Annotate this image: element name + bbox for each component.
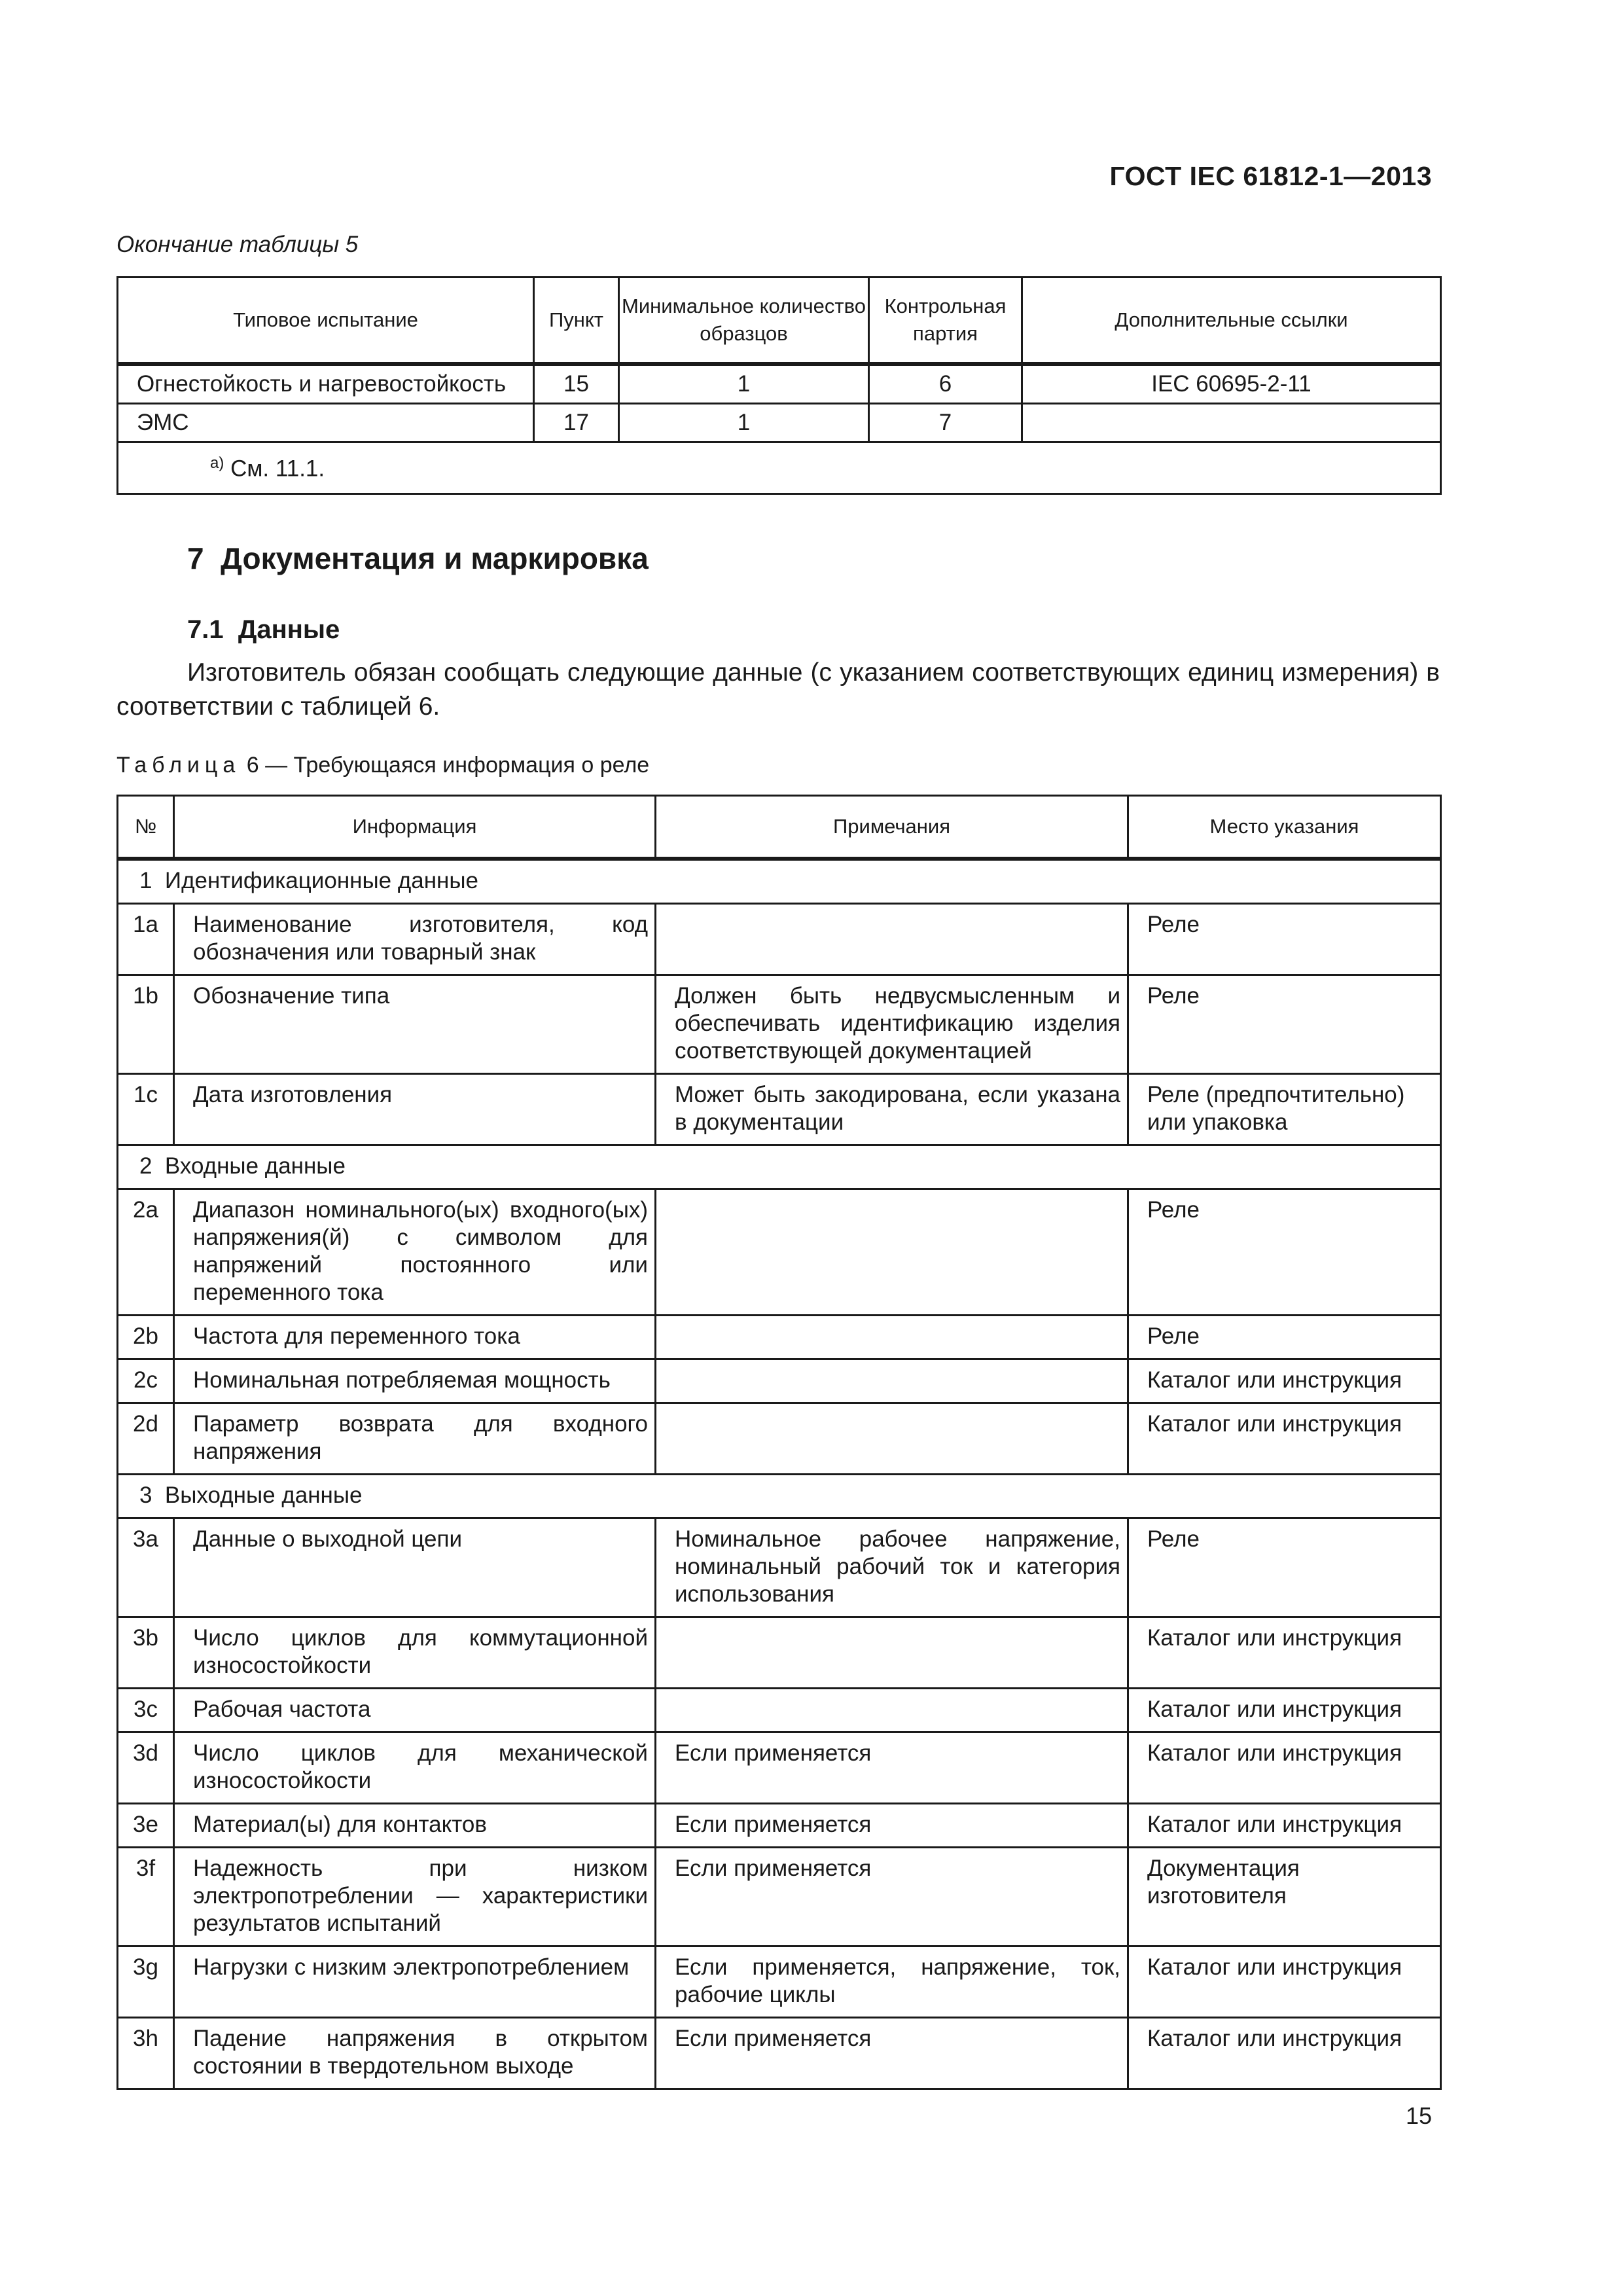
table-row	[118, 2018, 1441, 2089]
table5-header-row	[118, 278, 1441, 365]
table-row	[118, 975, 1441, 1074]
row-location: Каталог или инструкция	[1128, 1804, 1441, 1848]
row-number: 1b	[118, 975, 174, 1074]
table-cell: 17	[534, 404, 619, 442]
row-location: Реле	[1128, 1316, 1441, 1359]
table-row	[118, 904, 1441, 975]
row-information: Номинальная потребляемая мощность	[174, 1359, 656, 1403]
row-information: Нагрузки с низким электропотреблением	[174, 1946, 656, 2018]
table5-col-control-batch: Контрольная партия	[869, 278, 1022, 365]
table5-col-test: Типовое испытание	[118, 278, 534, 365]
row-number: 3a	[118, 1518, 174, 1617]
row-notes	[656, 1316, 1128, 1359]
row-information: Дата изготовления	[174, 1074, 656, 1145]
row-location: Каталог или инструкция	[1128, 1946, 1441, 2018]
table5-col-references: Дополнительные ссылки	[1022, 278, 1441, 365]
row-information: Надежность при низком электропотреблении — характеристики результатов испытаний	[174, 1848, 656, 1946]
table6-col-number: №	[118, 796, 174, 859]
table-row	[118, 1804, 1441, 1848]
table5-footnote-row	[118, 442, 1441, 494]
row-notes	[656, 1359, 1128, 1403]
row-notes: Если применяется	[656, 1732, 1128, 1804]
footnote-mark: a)	[210, 454, 224, 472]
row-location: Каталог или инструкция	[1128, 1359, 1441, 1403]
row-location: Реле	[1128, 1518, 1441, 1617]
table-cell: IEC 60695-2-11	[1022, 364, 1441, 404]
table6-caption-title: 6 — Требующаяся информация о реле	[240, 753, 650, 778]
table-cell: 6	[869, 364, 1022, 404]
row-location: Реле	[1128, 975, 1441, 1074]
footnote-text: См. 11.1.	[224, 456, 325, 482]
row-information: Диапазон номинального(ых) входного(ых) напряжения(й) с символом для напряжений постоянного или переменного тока	[174, 1189, 656, 1316]
row-information: Параметр возврата для входного напряжения	[174, 1403, 656, 1475]
row-notes: Если применяется	[656, 1804, 1128, 1848]
row-number: 2a	[118, 1189, 174, 1316]
row-location: Каталог или инструкция	[1128, 1403, 1441, 1475]
row-information: Обозначение типа	[174, 975, 656, 1074]
table5-footnote	[118, 442, 1441, 494]
row-location: Каталог или инструкция	[1128, 1617, 1441, 1689]
row-notes	[656, 1689, 1128, 1732]
subsection-heading: 7.1 Данные	[187, 615, 340, 644]
row-information: Данные о выходной цепи	[174, 1518, 656, 1617]
row-notes: Должен быть недвусмысленным и обеспечивать идентификацию изделия соответствующей документацией	[656, 975, 1128, 1074]
table6-caption-word: Таблица	[116, 753, 241, 778]
body-paragraph: Изготовитель обязан сообщать следующие данные (с указанием соответствующих единиц измерения) в соответствии с таблицей 6.	[116, 658, 1440, 721]
table-5	[116, 276, 1442, 495]
row-location: Реле	[1128, 904, 1441, 975]
row-number: 3c	[118, 1689, 174, 1732]
table5-col-min-samples: Минимальное количество образцов	[619, 278, 869, 365]
document-code: ГОСТ IEC 61812-1—2013	[1109, 161, 1432, 191]
table6-section-row	[118, 1145, 1441, 1189]
table-row	[118, 1689, 1441, 1732]
row-location: Реле	[1128, 1189, 1441, 1316]
row-number: 3b	[118, 1617, 174, 1689]
table6-section-row	[118, 1475, 1441, 1518]
table-row	[118, 1403, 1441, 1475]
table-row	[118, 1732, 1441, 1804]
row-information: Частота для переменного тока	[174, 1316, 656, 1359]
row-location: Каталог или инструкция	[1128, 2018, 1441, 2089]
table-row	[118, 1189, 1441, 1316]
table-row	[118, 1946, 1441, 2018]
row-number: 2b	[118, 1316, 174, 1359]
row-information: Материал(ы) для контактов	[174, 1804, 656, 1848]
table-cell: 1	[619, 364, 869, 404]
table-row	[118, 1359, 1441, 1403]
section-title: 2 Входные данные	[118, 1145, 1441, 1189]
row-information: Наименование изготовителя, код обозначения или товарный знак	[174, 904, 656, 975]
row-information: Рабочая частота	[174, 1689, 656, 1732]
row-number: 2c	[118, 1359, 174, 1403]
row-information: Число циклов для механической износостойкости	[174, 1732, 656, 1804]
table6-col-notes: Примечания	[656, 796, 1128, 859]
row-notes: Если применяется, напряжение, ток, рабочие циклы	[656, 1946, 1128, 2018]
row-number: 3d	[118, 1732, 174, 1804]
row-number: 2d	[118, 1403, 174, 1475]
table-cell: 1	[619, 404, 869, 442]
row-notes	[656, 1617, 1128, 1689]
table6-body	[118, 859, 1441, 2089]
table6-caption	[116, 753, 649, 778]
table-cell: 7	[869, 404, 1022, 442]
table-row	[118, 364, 1441, 404]
row-location: Документация изготовителя	[1128, 1848, 1441, 1946]
table-row	[118, 1848, 1441, 1946]
row-location: Каталог или инструкция	[1128, 1689, 1441, 1732]
table-row	[118, 1617, 1441, 1689]
table-cell: ЭМС	[118, 404, 534, 442]
page-number: 15	[1405, 2102, 1432, 2129]
row-notes	[656, 1403, 1128, 1475]
row-notes: Если применяется	[656, 2018, 1128, 2089]
table5-col-clause: Пункт	[534, 278, 619, 365]
table-row	[118, 404, 1441, 442]
row-notes: Если применяется	[656, 1848, 1128, 1946]
row-number: 1c	[118, 1074, 174, 1145]
row-number: 3h	[118, 2018, 174, 2089]
row-notes	[656, 1189, 1128, 1316]
row-information: Падение напряжения в открытом состоянии в твердотельном выходе	[174, 2018, 656, 2089]
table5-caption: Окончание таблицы 5	[116, 232, 359, 257]
table-cell: 15	[534, 364, 619, 404]
table6-col-location: Место указания	[1128, 796, 1441, 859]
row-information: Число циклов для коммутационной износостойкости	[174, 1617, 656, 1689]
row-location: Каталог или инструкция	[1128, 1732, 1441, 1804]
table-6	[116, 795, 1442, 2090]
table-row	[118, 1518, 1441, 1617]
table6-col-information: Информация	[174, 796, 656, 859]
table6-header-row	[118, 796, 1441, 859]
table-cell	[1022, 404, 1441, 442]
row-notes: Может быть закодирована, если указана в документации	[656, 1074, 1128, 1145]
row-number: 3e	[118, 1804, 174, 1848]
section-title: 3 Выходные данные	[118, 1475, 1441, 1518]
table-cell: Огнестойкость и нагревостойкость	[118, 364, 534, 404]
row-number: 3f	[118, 1848, 174, 1946]
table-row	[118, 1316, 1441, 1359]
row-number: 1a	[118, 904, 174, 975]
row-notes	[656, 904, 1128, 975]
section-title: 1 Идентификационные данные	[118, 859, 1441, 904]
section-heading: 7 Документация и маркировка	[187, 541, 649, 575]
row-location: Реле (предпочтительно) или упаковка	[1128, 1074, 1441, 1145]
row-notes: Номинальное рабочее напряжение, номинальный рабочий ток и категория использования	[656, 1518, 1128, 1617]
table-row	[118, 1074, 1441, 1145]
row-number: 3g	[118, 1946, 174, 2018]
table6-section-row	[118, 859, 1441, 904]
